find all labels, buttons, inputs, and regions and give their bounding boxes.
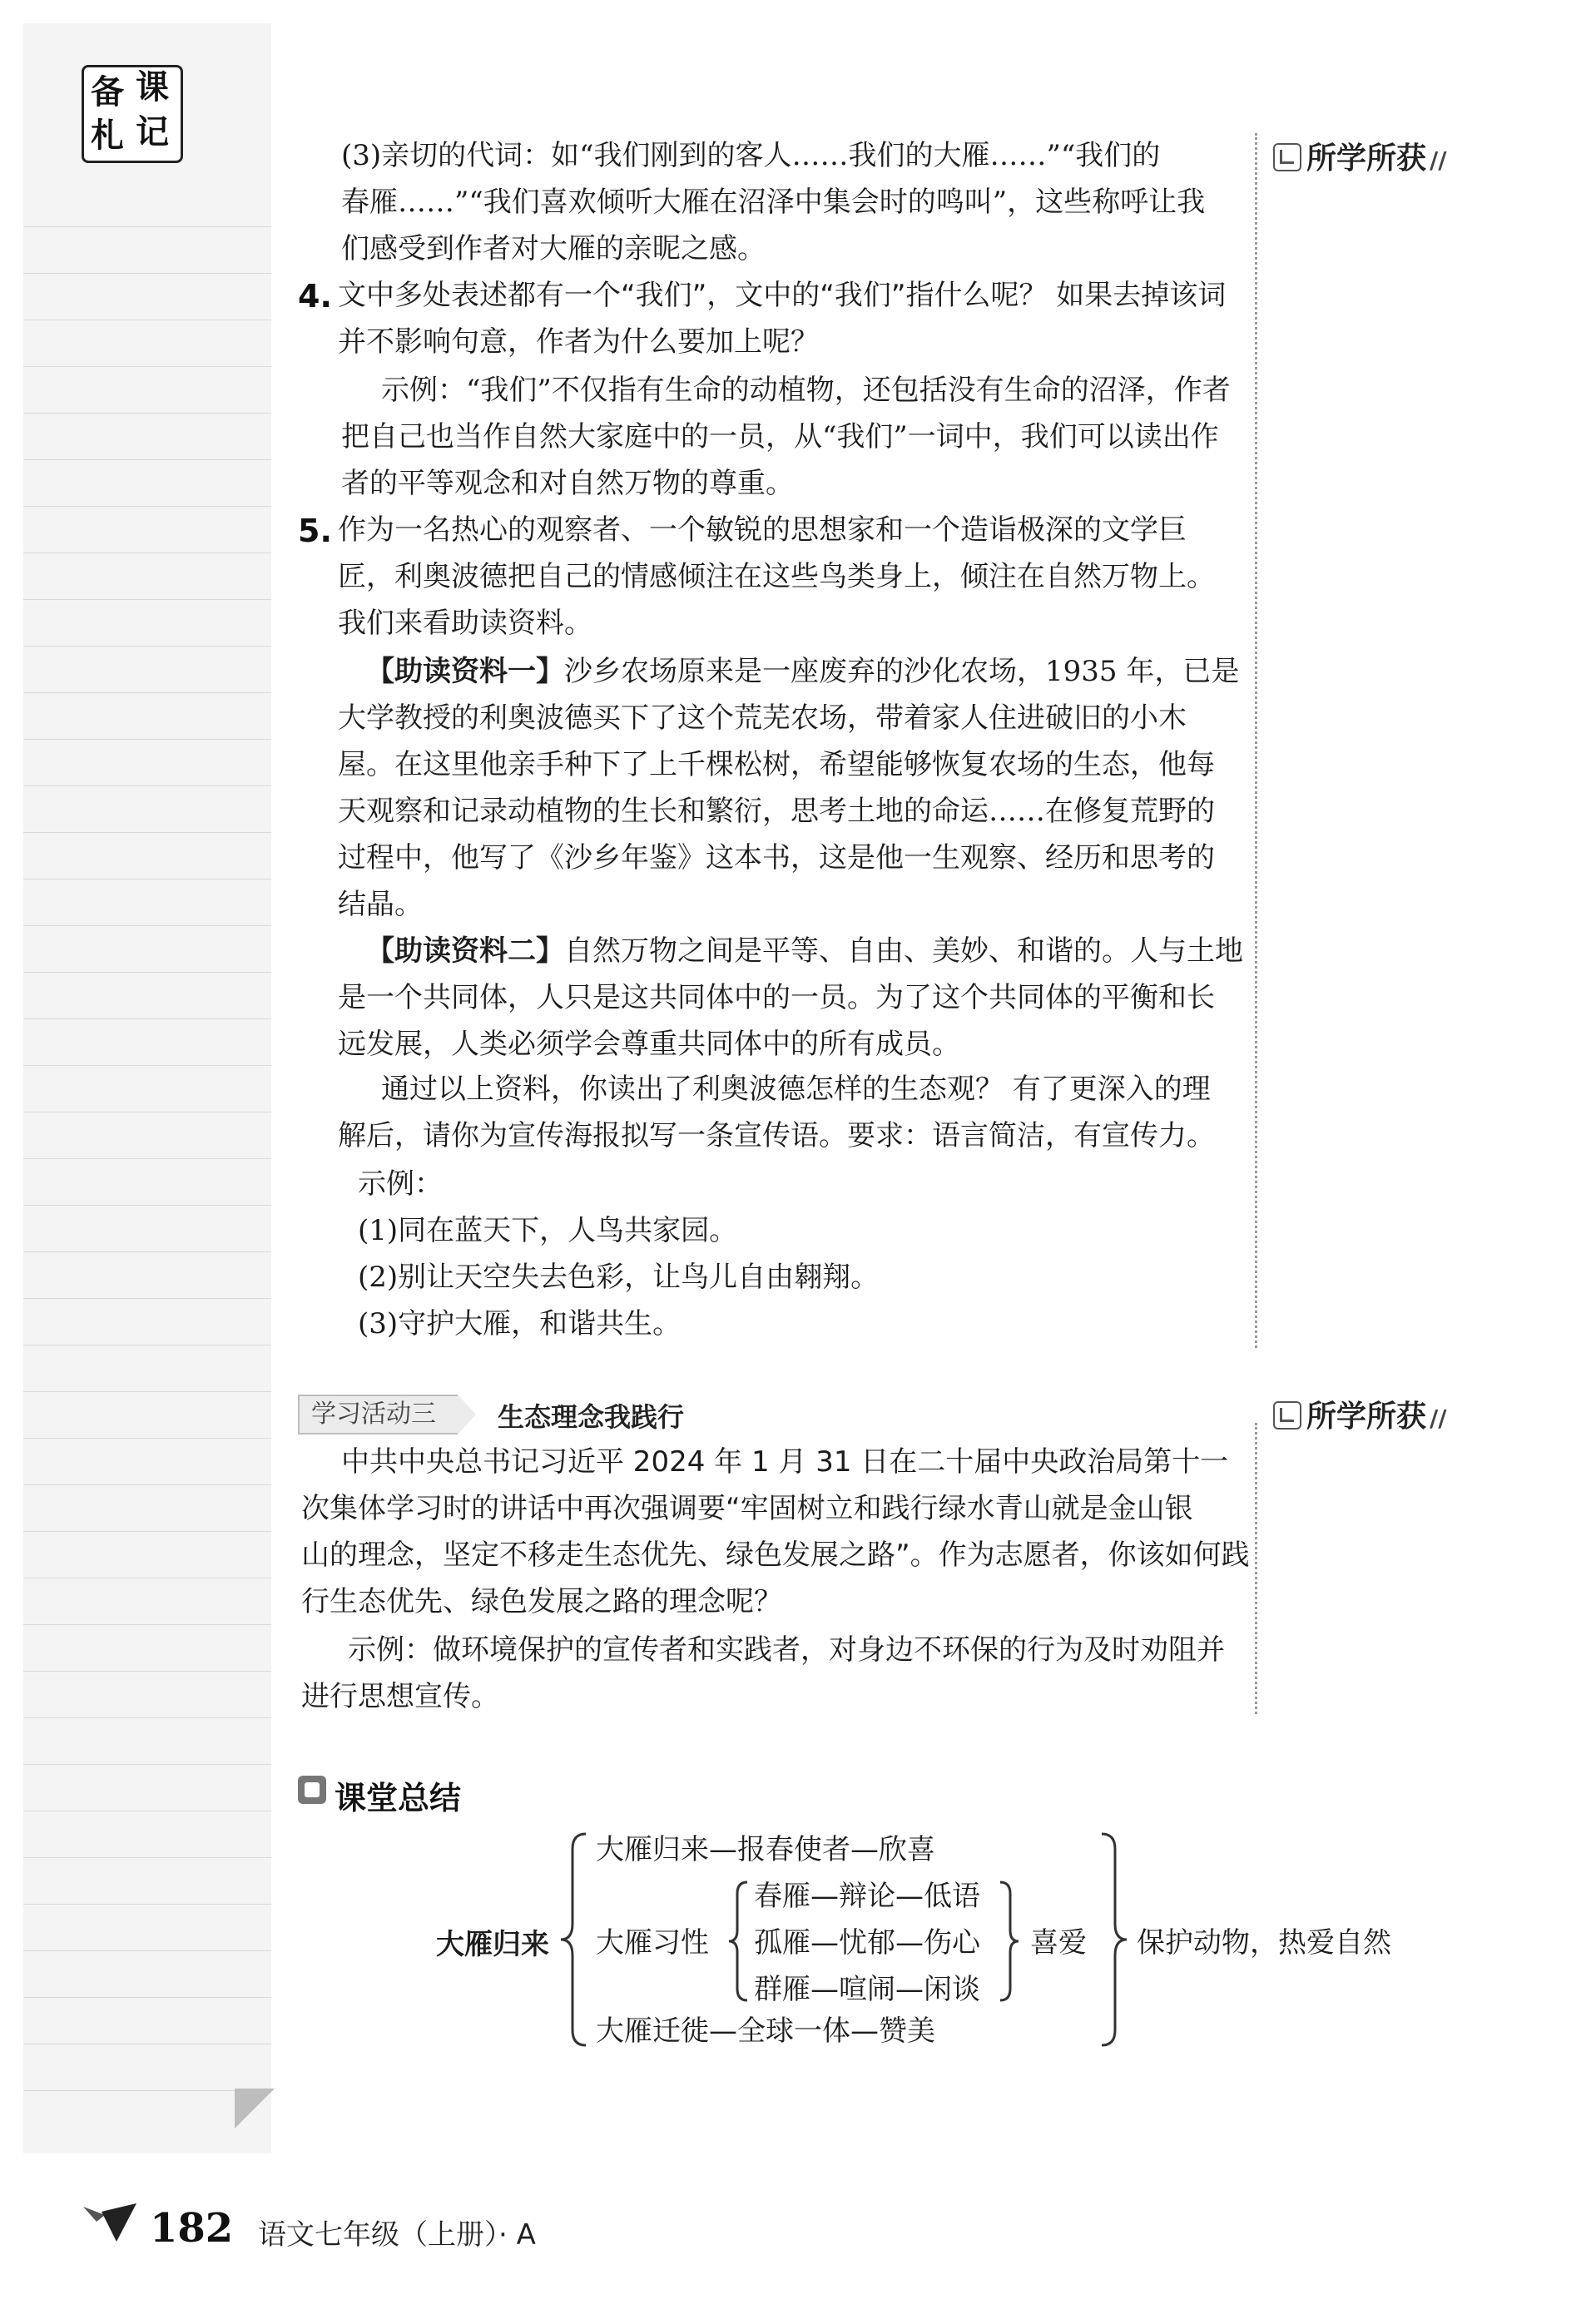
material-one-label: 【助读资料一】 (366, 655, 564, 688)
material-one-line (366, 657, 1239, 686)
margin-rule-line (23, 1391, 271, 1392)
summary-icon (298, 1776, 326, 1804)
material-one-text: 过程中，他写了《沙乡年鉴》这本书，这是他一生观察、经历和思考的 (338, 841, 1215, 875)
material-two-line (366, 934, 1243, 968)
question-number: 5. (298, 513, 332, 549)
activity-text: 次集体学习时的讲话中再次强调要“牢固树立和践行绿水青山就是金山银 (301, 1492, 1193, 1525)
logo-char: 记 (136, 112, 169, 151)
thumbs-up-icon (1273, 143, 1301, 171)
side-label-gain (1273, 135, 1446, 177)
answer-text: 者的平等观念和对自然万物的尊重。 (341, 467, 794, 500)
material-one-text: 沙乡农场原来是一座废弃的沙化农场，1935 年，已是 (564, 655, 1240, 688)
activity-title: 生态理念我践行 (498, 1401, 685, 1433)
margin-rule-line (23, 1065, 271, 1066)
logo-char: 札 (91, 116, 124, 155)
summary-conclusion: 保护动物，热爱自然 (1137, 1926, 1391, 1960)
right-brace-icon (1097, 1831, 1130, 2049)
page-number: 182 (150, 2205, 234, 2252)
side-divider (1255, 1423, 1257, 1714)
answer-text: 示例：做环境保护的宣传者和实践者，对身边不环保的行为及时劝阻并 (348, 1633, 1225, 1667)
margin-rule-line (23, 879, 271, 880)
margin-rule-line (23, 506, 271, 507)
margin-rule-line (23, 1717, 271, 1718)
left-brace-icon (558, 1831, 591, 2049)
text-line: (3)亲切的代词：如“我们刚到的客人……我们的大雁……”“我们的 (341, 139, 1161, 172)
margin-rule-line (23, 692, 271, 693)
answer-text: (2)别让天空失去色彩，让鸟儿自由翱翔。 (358, 1261, 880, 1294)
answer-text: 示例： (358, 1167, 443, 1201)
answer-text: (1)同在蓝天下，人鸟共家园。 (358, 1214, 738, 1247)
margin-rule-line (23, 1764, 271, 1765)
side-label-gain (1273, 1393, 1446, 1435)
summary-sub: 春雁—辩论—低语 (754, 1880, 980, 1913)
notes-logo (82, 65, 183, 163)
margin-rule-line (23, 1484, 271, 1485)
text-line: 们感受到作者对大雁的亲昵之感。 (341, 232, 766, 265)
margin-rule-line (23, 1950, 271, 1951)
notes-margin (23, 23, 271, 2153)
text-line: 春雁……”“我们喜欢倾听大雁在沼泽中集会时的鸣叫”，这些称呼让我 (341, 186, 1206, 219)
margin-rule-line (23, 1904, 271, 1905)
material-two-text: 远发展，人类必须学会尊重共同体中的所有成员。 (338, 1028, 960, 1061)
summary-result: 喜爱 (1030, 1926, 1087, 1960)
margin-rule-line (23, 1671, 271, 1672)
margin-rule-line (23, 1205, 271, 1206)
activity-text: 山的理念，坚定不移走生态优先、绿色发展之路”。作为志愿者，你该如何践 (301, 1539, 1250, 1572)
margin-rule-line (23, 972, 271, 973)
question-text: 作为一名热心的观察者、一个敏锐的思想家和一个造诣极深的文学巨 (338, 513, 1187, 547)
footer-ornament-icon (80, 2198, 140, 2245)
question-text: 匠，利奥波德把自己的情感倾注在这些鸟类身上，倾注在自然万物上。 (338, 560, 1215, 593)
question-text: 通过以上资料，你读出了利奥波德怎样的生态观？ 有了更深入的理 (381, 1073, 1211, 1106)
margin-rule-line (23, 273, 271, 274)
activity-text: 行生态优先、绿色发展之路的理念呢？ (301, 1585, 782, 1618)
summary-sub: 群雁—喧闹—闲谈 (754, 1973, 980, 2006)
material-two-text: 自然万物之间是平等、自由、美妙、和谐的。人与土地 (564, 934, 1243, 968)
question-text: 文中多处表述都有一个“我们”，文中的“我们”指什么呢？ 如果去掉该词 (338, 279, 1227, 312)
margin-rule-line (23, 413, 271, 414)
answer-text: 示例：“我们”不仅指有生命的动植物，还包括没有生命的沼泽，作者 (381, 374, 1231, 407)
summary-root: 大雁归来 (436, 1928, 549, 1961)
side-label-text: 所学所获 (1306, 141, 1427, 176)
answer-text: (3)守护大雁，和谐共生。 (358, 1307, 682, 1340)
logo-char: 备 (91, 72, 124, 111)
answer-text: 进行思想宣传。 (301, 1680, 499, 1713)
left-brace-icon (726, 1879, 751, 2004)
summary-branch: 大雁归来—报春使者—欣喜 (596, 1833, 935, 1866)
margin-rule-line (23, 599, 271, 600)
right-brace-icon (997, 1879, 1022, 2004)
material-one-text: 结晶。 (338, 888, 423, 921)
material-one-text: 大学教授的利奥波德买下了这个荒芜农场，带着家人住进破旧的小木 (338, 701, 1187, 735)
answer-text: 把自己也当作自然大家庭中的一员，从“我们”一词中，我们可以读出作 (341, 420, 1219, 453)
margin-rule-line (23, 1158, 271, 1159)
spark-icon: // (1430, 146, 1447, 174)
margin-rule-line (23, 1018, 271, 1019)
material-one-text: 天观察和记录动植物的生长和繁衍，思考土地的命运……在修复荒野的 (338, 795, 1215, 828)
margin-rule-line (23, 366, 271, 367)
side-label-text: 所学所获 (1306, 1400, 1427, 1434)
question-text: 解后，请你为宣传海报拟写一条宣传语。要求：语言简洁，有宣传力。 (338, 1119, 1215, 1152)
material-two-text: 是一个共同体，人只是这共同体中的一员。为了这个共同体的平衡和长 (338, 981, 1215, 1014)
margin-rule-line (23, 1624, 271, 1625)
margin-rule-line (23, 1438, 271, 1439)
margin-rule-line (23, 1997, 271, 1998)
thumbs-up-icon (1273, 1401, 1301, 1430)
summary-branch: 大雁迁徙—全球一体—赞美 (596, 2014, 935, 2048)
margin-rule-line (23, 1251, 271, 1252)
margin-rule-line (23, 832, 271, 833)
activity-text: 中共中央总书记习近平 2024 年 1 月 31 日在二十届中央政治局第十一 (341, 1445, 1229, 1479)
margin-rule-line (23, 739, 271, 740)
margin-rule-line (23, 1531, 271, 1532)
spark-icon: // (1430, 1405, 1447, 1432)
margin-rule-line (23, 1298, 271, 1299)
material-two-label: 【助读资料二】 (366, 934, 564, 968)
summary-branch: 大雁习性 (596, 1926, 709, 1960)
activity-tag: 学习活动三 (298, 1395, 458, 1435)
margin-rule-line (23, 226, 271, 227)
side-divider (1255, 133, 1257, 1348)
book-title: 语文七年级（上册）· A (258, 2218, 536, 2252)
summary-sub: 孤雁—忧郁—伤心 (754, 1926, 980, 1960)
margin-corner-mark (235, 2089, 275, 2128)
question-number: 4. (298, 278, 332, 315)
summary-title: 课堂总结 (335, 1780, 462, 1816)
question-text: 我们来看助读资料。 (338, 607, 592, 640)
material-one-text: 屋。在这里他亲手种下了上千棵松树，希望能够恢复农场的生态，他每 (338, 748, 1215, 781)
margin-rule-line (23, 785, 271, 786)
margin-rule-line (23, 925, 271, 926)
margin-rule-line (23, 646, 271, 647)
logo-char: 课 (136, 67, 169, 107)
question-text: 并不影响句意，作者为什么要加上呢？ (338, 325, 819, 359)
margin-rule-line (23, 1857, 271, 1858)
margin-rule-line (23, 459, 271, 460)
